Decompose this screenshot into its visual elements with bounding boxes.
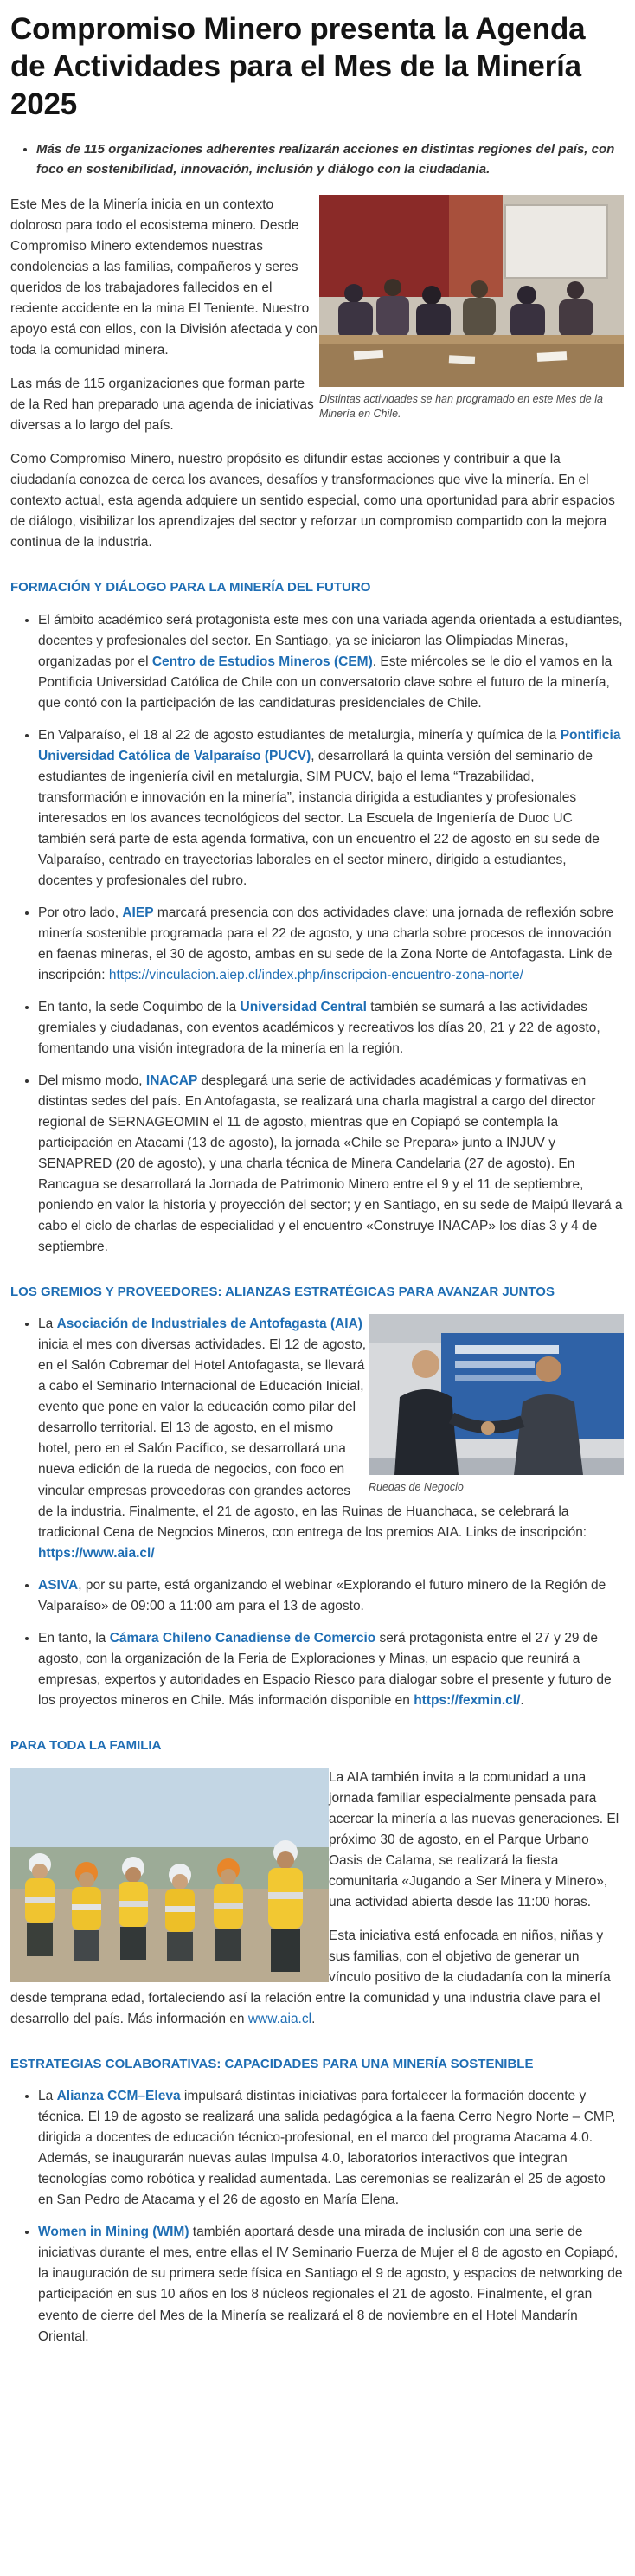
lead-list bbox=[10, 140, 624, 179]
estrategias-list bbox=[10, 2086, 624, 2347]
intro-paragraph-2: Las más de 115 organizaciones que forman parte de la Red han preparado una agenda de iniciativas diversas a lo largo del país. bbox=[10, 377, 314, 434]
text-segment: El ámbito académico será protagonista este mes con una variada agenda orientada a estudiantes, docentes y profesionales del sector. En Santiago, ya se iniciaron las Olimpiadas Mineras, organizadas por el bbox=[38, 612, 623, 669]
text-segment: Por otro lado, bbox=[38, 905, 123, 920]
text-segment: , por su parte, está organizando el webinar «Explorando el futuro minero de la Región de Valparaíso» de 09:00 a 11:00 am para el 13 de agosto. bbox=[38, 1577, 606, 1613]
inline-link[interactable]: ASIVA bbox=[38, 1577, 79, 1593]
text-segment: , desarrollará la quinta versión del seminario de estudiantes de ingeniería civil en metalurgia, SIM PUCV, bajo el lema “Trazabilidad, transformación e innovación en la minería”, instancia dirigida a estudiantes y profesionales interesados en los avances tecnológicos del sector. La Escuela de Ingeniería de Duoc UC también será parte de esta agenda formativa, con un encuentro el 22 de agosto en su sede de Valparaíso, centrado en trayectorias laborales en el sector minero, dirigido a estudiantes, docentes y profesionales del rubro. bbox=[38, 748, 600, 888]
list-item bbox=[38, 997, 624, 1059]
inline-link[interactable]: Pontificia Universidad Católica de Valparaíso (PUCV) bbox=[38, 727, 621, 763]
inline-link[interactable]: Women in Mining (WIM) bbox=[38, 2225, 189, 2240]
conference-photo-caption: Distintas actividades se han programado en este Mes de la Minería en Chile. bbox=[319, 393, 603, 421]
inline-link[interactable]: Asociación de Industriales de Antofagasta (AIA) bbox=[56, 1317, 362, 1332]
lead-item: • Más de 115 organizaciones adherentes realizarán acciones en distintas regiones del país, con foco en sostenibilidad, innovación, inclusión y diálogo con la ciudadanía. bbox=[36, 140, 624, 179]
text-segment: desplegará una serie de actividades académicas y formativas en distintas sedes del país. En Antofagasta, se realizará una charla magistral a cargo del director regional de SERNAGEOMIN el 11 de agosto, mientras que en Copiapó se contempla la participación en Atacami (13 de agosto), la jornada «Chile se Prepara» junto a INJUV y SENAPRED (20 de agosto), y una charla técnica de Minera Candelaria (27 de agosto). En Rancagua se desarrollará la Jornada de Patrimonio Minero entre el 9 y el 11 de septiembre, poniendo en valor la historia y proyección del sector; y en Santiago, en su sede de Maipú llevará a cabo el ciclo de charlas de especialidad y el encuentro «Construye INACAP» los días 3 y 4 de septiembre. bbox=[38, 1072, 623, 1255]
text-segment: . bbox=[520, 1692, 524, 1708]
text-segment: . Este miércoles se le dio el vamos en la Pontificia Universidad Católica de Chile con un conversatorio clave sobre el futuro de la minería, que contó con la participación de las candidaturas presidenciales de Chile. bbox=[38, 654, 613, 711]
list-item bbox=[38, 1575, 624, 1617]
inline-link[interactable]: Alianza CCM–Eleva bbox=[56, 2089, 181, 2104]
ruedas-photo-caption: • Ruedas de Negocio bbox=[369, 1481, 464, 1494]
text-segment: La bbox=[38, 1317, 57, 1332]
inline-link[interactable]: https://www.aia.cl/ bbox=[38, 1545, 155, 1561]
list-item bbox=[38, 1314, 624, 1563]
text-segment: inicia el mes con diversas actividades. El 12 de agosto, en el Salón Cobremar del Hotel Antofagasta, se llevará a cabo el Seminario Internacional de Educación Inicial, evento que pone en valor la educación como pilar del desarrollo territorial. El 13 de agosto, en el mismo hotel, pero en el Salón Pacífico, se desarrollará una nueva edición de la rueda de negocios, con foco en vincular empresas proveedoras con grandes actores de la industria. Finalmente, el 21 de agosto, en las Ruinas de Huanchaca, se celebrará la tradicional Cena de Negocios Mineros, con entrega de los premios AIA. Links de inscripción: bbox=[38, 1337, 587, 1540]
section-heading-estrategias: ESTRATEGIAS COLABORATIVAS: CAPACIDADES PARA UNA MINERÍA SOSTENIBLE bbox=[10, 2057, 534, 2072]
list-item bbox=[38, 2222, 624, 2347]
formacion-list bbox=[10, 610, 624, 1258]
text-segment: Esta iniciativa está enfocada en niños, niñas y sus familias, con el objetivo de generar un vínculo positivo de la ciudadanía con la minería desde temprana edad, fortaleciendo así la relación entre la comunidad y una industria clave para el desarrollo del país. Más información en bbox=[10, 1929, 611, 2027]
section-heading-familia: PARA TODA LA FAMILIA bbox=[10, 1737, 162, 1753]
text-segment: también aportará desde una mirada de inclusión con una serie de iniciativas durante el mes, entre ellas el IV Seminario Fuerza de Mujer el 8 de agosto en Copiapó, la inauguración de su primera sede física en Santiago el 9 de agosto, y espacios de networking de participación en sus 10 años en los 8 núcleos regionales el 21 de agosto. Finalmente, el gran evento de cierre del Mes de la Minería se realizará el 8 de noviembre en el Hotel Mandarín Oriental. bbox=[38, 2225, 623, 2344]
text-segment: La bbox=[38, 2089, 57, 2104]
inline-link[interactable]: Cámara Chileno Canadiense de Comercio bbox=[109, 1630, 376, 1645]
text-segment: En Valparaíso, el 18 al 22 de agosto estudiantes de metalurgia, minería y química de la bbox=[38, 727, 561, 743]
figure-familia bbox=[10, 1768, 329, 1982]
list-item bbox=[38, 610, 624, 714]
inline-link[interactable]: AIEP bbox=[122, 905, 154, 920]
text-segment: también se sumará a las actividades gremiales y ciudadanas, con eventos académicos y recreativos los días 20, 21 y 22 de agosto, fomentando una visión integradora de la minería en la región. bbox=[38, 999, 600, 1056]
list-item bbox=[38, 1071, 624, 1258]
figure-conference bbox=[319, 195, 624, 422]
gremios-list bbox=[10, 1314, 624, 1710]
inline-link[interactable]: Universidad Central bbox=[240, 999, 367, 1014]
section-heading-formacion: FORMACIÓN Y DIÁLOGO PARA LA MINERÍA DEL FUTURO bbox=[10, 580, 371, 596]
text-segment: . bbox=[311, 2012, 316, 2027]
handshake-photo bbox=[369, 1314, 624, 1475]
inline-link[interactable]: Centro de Estudios Mineros (CEM) bbox=[151, 654, 373, 669]
list-item bbox=[38, 903, 624, 986]
inline-link[interactable]: https://vinculacion.aiep.cl/index.php/inscripcion-encuentro-zona-norte/ bbox=[108, 967, 523, 982]
text-segment: Del mismo modo, bbox=[38, 1072, 146, 1088]
inline-link[interactable]: INACAP bbox=[145, 1072, 198, 1088]
text-segment: En tanto, la bbox=[38, 1630, 110, 1645]
section-heading-gremios: LOS GREMIOS Y PROVEEDORES: ALIANZAS ESTRATÉGICAS PARA AVANZAR JUNTOS bbox=[10, 1285, 555, 1300]
list-item bbox=[38, 1628, 624, 1711]
inline-link[interactable]: www.aia.cl bbox=[247, 2012, 312, 2027]
list-item bbox=[38, 725, 624, 892]
intro-paragraph-1: Este Mes de la Minería inicia en un contexto doloroso para todo el ecosistema minero. Desde Compromiso Minero extendemos nuestras condolencias a las familias, compañeros y seres queridos de los trabajadores fallecidos en el reciente accidente en la mina El Teniente. Nuestro apoyo está con ellos, con la División afectada y con toda la comunidad minera. bbox=[10, 197, 318, 358]
text-segment: impulsará distintas iniciativas para fortalecer la formación docente y técnica. El 19 de agosto se realizará una salida pedagógica a la faena Cerro Negro Norte – CMP, dirigida a docentes de educación técnico-profesional, en el marco del programa Atacama 4.0. Además, se inaugurarán nuevas aulas Impulsa 4.0, laboratorios interactivos que integran tecnologías como robótica y realidad aumentada. Las ceremonias se realizarán el 25 de agosto en San Pedro de Atacama y el 26 de agosto en María Elena. bbox=[38, 2089, 616, 2208]
text-segment: marcará presencia con dos actividades clave: una jornada de reflexión sobre minería sostenible programada para el 22 de agosto, y una charla sobre procesos de innovación en faenas mineras, el 30 de agosto, ambas en su sede de la Zona Norte de Antofagasta. Link de inscripción: bbox=[38, 905, 614, 982]
list-item bbox=[38, 2086, 624, 2211]
text-segment: En tanto, la sede Coquimbo de la bbox=[38, 999, 241, 1014]
page-title: Compromiso Minero presenta la Agenda de Actividades para el Mes de la Minería 2025 bbox=[10, 12, 586, 121]
text-segment: será protagonista entre el 27 y 29 de agosto, con la organización de la Feria de Exploraciones y Minas, un espacio que reunirá a empresas, expertos y autoridades en Espacio Riesco para dialogar sobre el presente y futuro de los proyectos mineros en Chile. Más información disponible en bbox=[38, 1630, 612, 1708]
conference-photo bbox=[319, 195, 624, 387]
figure-ruedas bbox=[369, 1314, 624, 1495]
intro-paragraph-3: Como Compromiso Minero, nuestro propósito es difundir estas acciones y contribuir a que la ciudadanía conozca de cerca los avances, desafíos y transformaciones que vive la minería. En el contexto actual, esta agenda adquiere un sentido especial, como una oportunidad para abrir espacios de diálogo, visibilizar los aprendizajes del sector y reforzar un compromiso compartido con la mejora continua de la industria. bbox=[10, 452, 615, 551]
inline-link[interactable]: https://fexmin.cl/ bbox=[414, 1692, 521, 1708]
children-photo bbox=[10, 1768, 329, 1982]
familia-paragraph-1: La AIA también invita a la comunidad a una jornada familiar especialmente pensada para acercar la minería a las nuevas generaciones. El próximo 30 de agosto, en el Parque Urbano Oasis de Calama, se realizará la fiesta comunitaria «Jugando a Ser Minera y Minero», una actividad abierta desde las 11:00 horas. bbox=[329, 1769, 619, 1909]
